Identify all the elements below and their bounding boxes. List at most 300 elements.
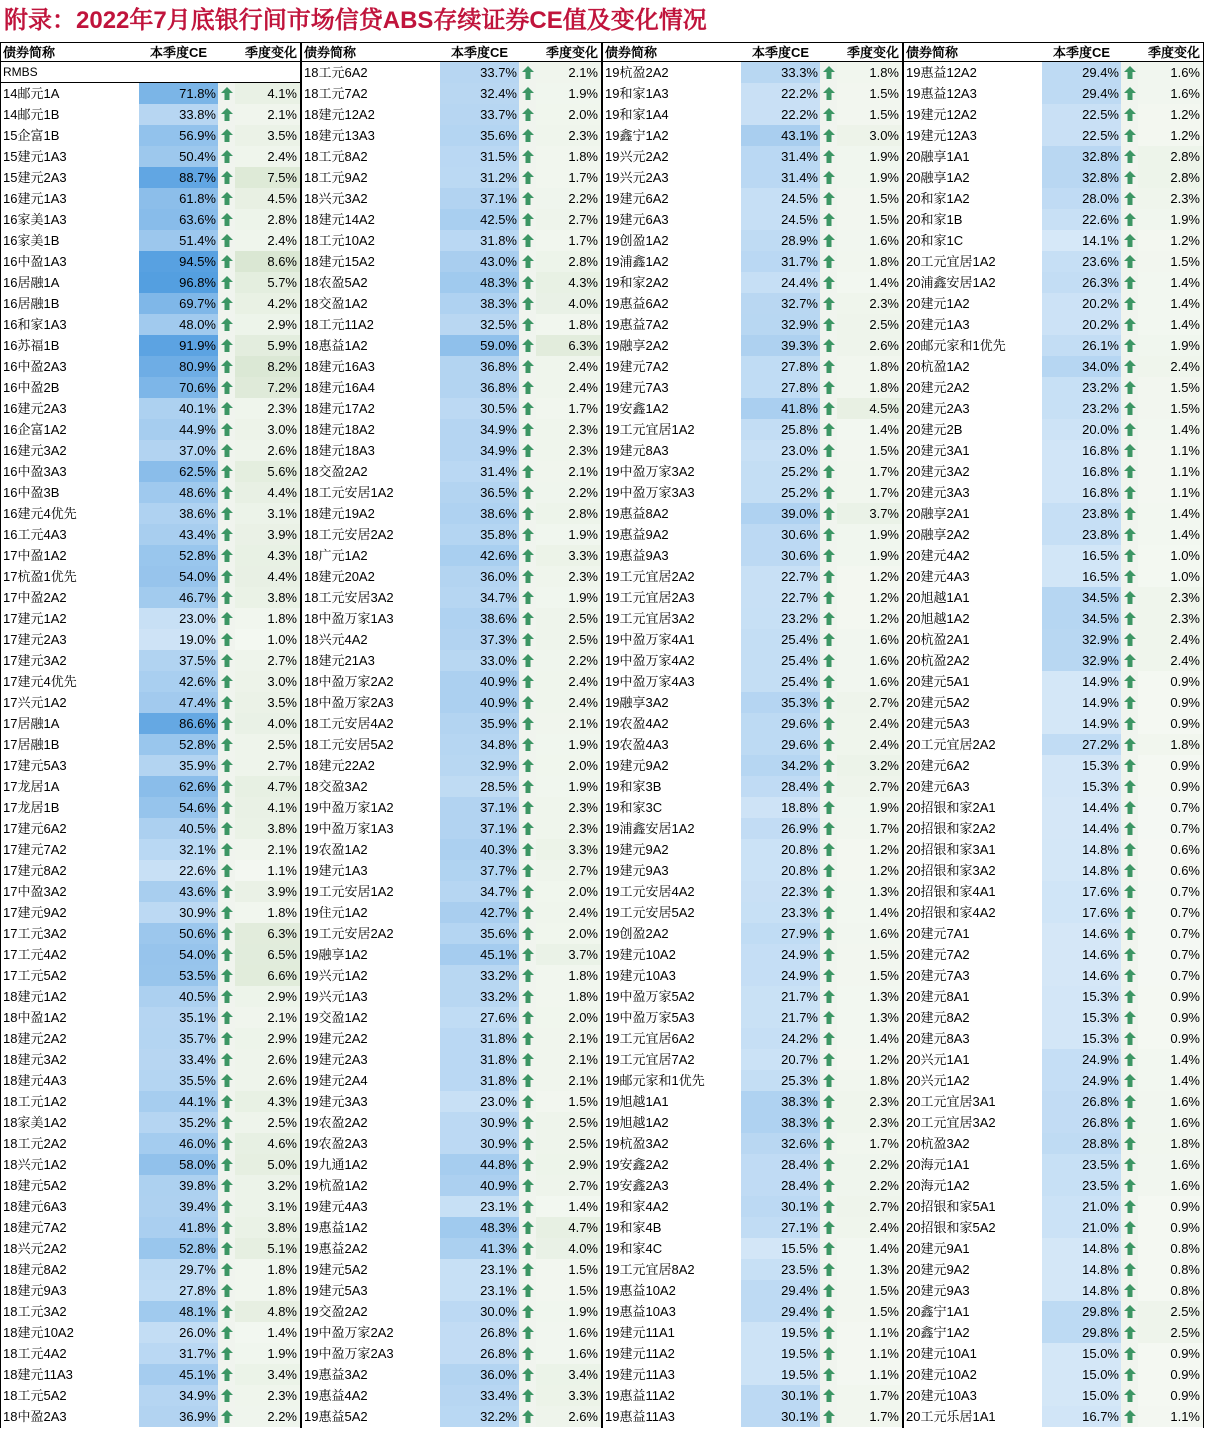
change-value: 2.4% <box>235 146 300 167</box>
up-arrow-icon <box>1124 192 1136 205</box>
ce-value: 24.2% <box>741 1028 820 1049</box>
bond-name: 19兴元2A2 <box>605 149 669 164</box>
ce-value: 25.4% <box>741 629 820 650</box>
change-value: 2.1% <box>536 1049 601 1070</box>
change-value: 1.6% <box>1138 83 1203 104</box>
bond-name: 19惠益7A2 <box>605 317 669 332</box>
arrow-cell <box>820 566 837 587</box>
arrow-cell <box>519 629 536 650</box>
ce-value: 26.0% <box>139 1322 218 1343</box>
ce-value: 35.6% <box>440 923 519 944</box>
table-row <box>302 692 601 713</box>
bond-name: 20招银和家2A2 <box>906 821 996 836</box>
change-value: 1.1% <box>837 1364 902 1385</box>
arrow-cell <box>218 1301 235 1322</box>
ce-value: 14.4% <box>1042 797 1121 818</box>
table-row <box>1 986 300 1007</box>
ce-value: 29.4% <box>1042 62 1121 83</box>
change-value: 4.7% <box>536 1217 601 1238</box>
table-row <box>1 713 300 734</box>
change-value: 0.9% <box>1138 1385 1203 1406</box>
up-arrow-icon <box>522 1137 534 1150</box>
bond-name: 18工元安居4A2 <box>304 716 394 731</box>
table-row <box>302 650 601 671</box>
table-row <box>302 923 601 944</box>
bond-name: 19鑫宁1A2 <box>605 128 669 143</box>
table-row <box>904 1343 1203 1364</box>
ce-value: 38.6% <box>440 608 519 629</box>
ce-value: 20.2% <box>1042 293 1121 314</box>
up-arrow-icon <box>1124 66 1136 79</box>
arrow-cell <box>820 986 837 1007</box>
up-arrow-icon <box>522 885 534 898</box>
arrow-cell <box>218 167 235 188</box>
arrow-cell <box>218 440 235 461</box>
ce-value: 30.5% <box>440 398 519 419</box>
table-row <box>1 167 300 188</box>
change-value: 2.5% <box>1138 1322 1203 1343</box>
ce-value: 46.0% <box>139 1133 218 1154</box>
table-row <box>904 1385 1203 1406</box>
change-value: 1.6% <box>837 230 902 251</box>
bond-name: 19中盈万家1A3 <box>304 821 394 836</box>
table-row <box>603 797 902 818</box>
table-row <box>904 713 1203 734</box>
change-value: 0.7% <box>1138 902 1203 923</box>
up-arrow-icon <box>1124 927 1136 940</box>
up-arrow-icon <box>221 402 233 415</box>
arrow-cell <box>820 860 837 881</box>
table-row <box>302 62 601 83</box>
change-value: 0.8% <box>1138 1259 1203 1280</box>
bond-name: 16居融1B <box>3 296 60 311</box>
up-arrow-icon <box>823 402 835 415</box>
bond-name: 19中盈万家4A1 <box>605 632 695 647</box>
arrow-cell <box>1121 1070 1138 1091</box>
up-arrow-icon <box>823 885 835 898</box>
arrow-cell <box>519 1259 536 1280</box>
arrow-cell <box>218 650 235 671</box>
up-arrow-icon <box>823 66 835 79</box>
arrow-cell <box>218 377 235 398</box>
table-row <box>1 1175 300 1196</box>
change-value: 3.1% <box>235 503 300 524</box>
ce-value: 26.1% <box>1042 335 1121 356</box>
change-value: 0.7% <box>1138 797 1203 818</box>
bond-name: 20招银和家2A1 <box>906 800 996 815</box>
change-value: 3.8% <box>235 587 300 608</box>
arrow-cell <box>820 377 837 398</box>
table-panel-4 <box>903 42 1204 1428</box>
up-arrow-icon <box>522 1053 534 1066</box>
arrow-cell <box>218 797 235 818</box>
change-value: 3.0% <box>235 671 300 692</box>
up-arrow-icon <box>1124 990 1136 1003</box>
table-row <box>302 482 601 503</box>
arrow-cell <box>519 440 536 461</box>
up-arrow-icon <box>221 423 233 436</box>
table-row <box>603 713 902 734</box>
bond-name: 19工元宜居6A2 <box>605 1031 695 1046</box>
ce-value: 44.1% <box>139 1091 218 1112</box>
arrow-cell <box>820 944 837 965</box>
up-arrow-icon <box>522 1389 534 1402</box>
arrow-cell <box>820 335 837 356</box>
bond-name: 20和家1A2 <box>906 191 970 206</box>
bond-name: 19九通1A2 <box>304 1157 368 1172</box>
table-row <box>1 188 300 209</box>
ce-value: 69.7% <box>139 293 218 314</box>
bond-name: 18中盈万家2A2 <box>304 674 394 689</box>
bond-name: 18工元4A2 <box>3 1346 67 1361</box>
bond-name: 20兴元1A2 <box>906 1073 970 1088</box>
change-value: 6.3% <box>536 335 601 356</box>
ce-value: 33.2% <box>440 965 519 986</box>
ce-value: 23.5% <box>741 1259 820 1280</box>
up-arrow-icon <box>823 1284 835 1297</box>
up-arrow-icon <box>221 906 233 919</box>
change-value: 0.9% <box>1138 1196 1203 1217</box>
change-value: 2.5% <box>837 314 902 335</box>
table-row <box>904 629 1203 650</box>
up-arrow-icon <box>522 318 534 331</box>
table-row <box>603 902 902 923</box>
arrow-cell <box>218 965 235 986</box>
up-arrow-icon <box>522 465 534 478</box>
table-header <box>904 42 1203 62</box>
up-arrow-icon <box>221 129 233 142</box>
bond-name: 19杭盈2A2 <box>605 65 669 80</box>
up-arrow-icon <box>221 339 233 352</box>
up-arrow-icon <box>1124 822 1136 835</box>
ce-value: 26.9% <box>741 818 820 839</box>
up-arrow-icon <box>823 234 835 247</box>
change-value: 0.7% <box>1138 965 1203 986</box>
table-row <box>302 188 601 209</box>
arrow-cell <box>820 146 837 167</box>
change-value: 2.0% <box>536 755 601 776</box>
ce-value: 91.9% <box>139 335 218 356</box>
up-arrow-icon <box>823 675 835 688</box>
change-value: 1.6% <box>536 1343 601 1364</box>
ce-value: 18.8% <box>741 797 820 818</box>
change-value: 1.9% <box>837 146 902 167</box>
bond-name: 19惠益5A2 <box>304 1409 368 1424</box>
ce-value: 39.4% <box>139 1196 218 1217</box>
arrow-cell <box>1121 1175 1138 1196</box>
arrow-cell <box>218 986 235 1007</box>
ce-value: 32.6% <box>741 1133 820 1154</box>
arrow-cell <box>1121 860 1138 881</box>
up-arrow-icon <box>221 1200 233 1213</box>
up-arrow-icon <box>221 927 233 940</box>
up-arrow-icon <box>221 318 233 331</box>
ce-value: 51.4% <box>139 230 218 251</box>
ce-value: 21.7% <box>741 986 820 1007</box>
change-value: 8.2% <box>235 356 300 377</box>
ce-value: 23.1% <box>440 1259 519 1280</box>
change-value: 4.5% <box>235 188 300 209</box>
bond-name: 20工元宜居1A2 <box>906 254 996 269</box>
change-value: 0.9% <box>1138 1028 1203 1049</box>
bond-name: 19建元5A2 <box>304 1262 368 1277</box>
up-arrow-icon <box>221 759 233 772</box>
change-value: 2.4% <box>536 671 601 692</box>
table-panel-2 <box>301 42 602 1428</box>
arrow-cell <box>820 839 837 860</box>
ce-value: 31.4% <box>440 461 519 482</box>
arrow-cell <box>820 1028 837 1049</box>
change-value: 1.7% <box>536 230 601 251</box>
ce-value: 48.0% <box>139 314 218 335</box>
change-value: 4.8% <box>235 1301 300 1322</box>
bond-name: 19创盈2A2 <box>605 926 669 941</box>
arrow-cell <box>519 650 536 671</box>
up-arrow-icon <box>823 906 835 919</box>
ce-value: 16.5% <box>1042 545 1121 566</box>
arrow-cell <box>1121 335 1138 356</box>
change-value: 2.9% <box>235 986 300 1007</box>
header-quarter-change: 季度变化 <box>545 45 598 60</box>
arrow-cell <box>820 440 837 461</box>
up-arrow-icon <box>522 444 534 457</box>
up-arrow-icon <box>522 633 534 646</box>
table-row <box>302 104 601 125</box>
bond-name: 17建元2A3 <box>3 632 67 647</box>
up-arrow-icon <box>1124 87 1136 100</box>
arrow-cell <box>218 419 235 440</box>
ce-value: 14.4% <box>1042 818 1121 839</box>
change-value: 2.3% <box>536 440 601 461</box>
bond-name: 19惠益11A3 <box>605 1409 675 1424</box>
bond-name: 18工元6A2 <box>304 65 368 80</box>
table-row <box>1 545 300 566</box>
table-row <box>904 125 1203 146</box>
table-row <box>904 1406 1203 1427</box>
table-row <box>302 83 601 104</box>
table-row <box>1 1385 300 1406</box>
up-arrow-icon <box>221 507 233 520</box>
bond-name: 19建元7A2 <box>605 359 669 374</box>
table-row <box>603 1175 902 1196</box>
arrow-cell <box>820 1175 837 1196</box>
up-arrow-icon <box>221 843 233 856</box>
ce-value: 28.5% <box>440 776 519 797</box>
arrow-cell <box>519 335 536 356</box>
up-arrow-icon <box>221 192 233 205</box>
up-arrow-icon <box>823 1137 835 1150</box>
change-value: 1.4% <box>1138 314 1203 335</box>
ce-value: 36.0% <box>440 1364 519 1385</box>
ce-value: 31.5% <box>440 146 519 167</box>
change-value: 3.9% <box>235 524 300 545</box>
bond-name: 19惠益3A2 <box>304 1367 368 1382</box>
change-value: 1.5% <box>837 209 902 230</box>
up-arrow-icon <box>522 780 534 793</box>
change-value: 2.1% <box>536 713 601 734</box>
table-row <box>603 293 902 314</box>
ce-value: 70.6% <box>139 377 218 398</box>
arrow-cell <box>820 1364 837 1385</box>
change-value: 1.9% <box>536 1301 601 1322</box>
bond-name: 19惠益12A2 <box>906 65 977 80</box>
bond-name: 20和家1B <box>906 212 963 227</box>
up-arrow-icon <box>1124 1410 1136 1423</box>
change-value: 1.5% <box>1138 398 1203 419</box>
table-row <box>904 398 1203 419</box>
ce-value: 16.8% <box>1042 440 1121 461</box>
arrow-cell <box>519 1091 536 1112</box>
table-row <box>302 230 601 251</box>
ce-value: 36.9% <box>139 1406 218 1427</box>
change-value: 1.2% <box>837 608 902 629</box>
bond-name: 19和家4C <box>605 1241 663 1256</box>
arrow-cell <box>218 482 235 503</box>
change-value: 1.6% <box>1138 1154 1203 1175</box>
up-arrow-icon <box>1124 339 1136 352</box>
up-arrow-icon <box>221 948 233 961</box>
change-value: 2.5% <box>1138 1301 1203 1322</box>
ce-value: 63.6% <box>139 209 218 230</box>
bond-name: 17工元4A2 <box>3 947 67 962</box>
bond-name: 18工元安居1A2 <box>304 485 394 500</box>
up-arrow-icon <box>1124 1263 1136 1276</box>
up-arrow-icon <box>221 234 233 247</box>
change-value: 1.6% <box>1138 1112 1203 1133</box>
arrow-cell <box>218 608 235 629</box>
ce-value: 61.8% <box>139 188 218 209</box>
ce-value: 44.9% <box>139 419 218 440</box>
bond-name: 16中盈2B <box>3 380 60 395</box>
up-arrow-icon <box>221 1074 233 1087</box>
up-arrow-icon <box>1124 1389 1136 1402</box>
bond-name: 19和家2A2 <box>605 275 669 290</box>
ce-value: 25.2% <box>741 482 820 503</box>
bond-name: 16中盈3B <box>3 485 60 500</box>
ce-value: 35.6% <box>440 125 519 146</box>
change-value: 8.6% <box>235 251 300 272</box>
table-row <box>1 440 300 461</box>
table-panel-1 <box>0 42 301 1428</box>
arrow-cell <box>519 734 536 755</box>
change-value: 1.3% <box>837 986 902 1007</box>
table-row <box>603 1406 902 1427</box>
arrow-cell <box>1121 482 1138 503</box>
arrow-cell <box>1121 83 1138 104</box>
table-row <box>603 1217 902 1238</box>
table-row <box>904 440 1203 461</box>
bond-name: 17兴元1A2 <box>3 695 67 710</box>
arrow-cell <box>820 965 837 986</box>
up-arrow-icon <box>1124 1242 1136 1255</box>
table-row <box>1 209 300 230</box>
ce-value: 23.6% <box>1042 251 1121 272</box>
bond-name: 17建元4优先 <box>3 674 77 689</box>
up-arrow-icon <box>1124 1221 1136 1234</box>
change-value: 1.8% <box>536 314 601 335</box>
change-value: 1.8% <box>1138 1133 1203 1154</box>
up-arrow-icon <box>221 780 233 793</box>
arrow-cell <box>1121 1028 1138 1049</box>
bond-name: 20建元7A3 <box>906 968 970 983</box>
arrow-cell <box>519 1343 536 1364</box>
table-row <box>904 419 1203 440</box>
arrow-cell <box>820 188 837 209</box>
ce-value: 31.8% <box>440 230 519 251</box>
bond-name: 20建元5A3 <box>906 716 970 731</box>
arrow-cell <box>1121 881 1138 902</box>
arrow-cell <box>519 797 536 818</box>
ce-value: 40.5% <box>139 818 218 839</box>
ce-value: 45.1% <box>440 944 519 965</box>
change-value: 2.4% <box>837 734 902 755</box>
ce-value: 22.7% <box>741 587 820 608</box>
up-arrow-icon <box>221 1326 233 1339</box>
ce-value: 32.2% <box>440 1406 519 1427</box>
ce-value: 23.1% <box>440 1196 519 1217</box>
change-value: 0.6% <box>1138 839 1203 860</box>
table-header <box>302 42 601 62</box>
ce-value: 26.8% <box>440 1343 519 1364</box>
arrow-cell <box>519 1028 536 1049</box>
arrow-cell <box>1121 230 1138 251</box>
up-arrow-icon <box>1124 549 1136 562</box>
table-header <box>603 42 902 62</box>
table-row <box>302 1133 601 1154</box>
ce-value: 32.8% <box>1042 146 1121 167</box>
arrow-cell <box>820 398 837 419</box>
ce-value: 22.6% <box>1042 209 1121 230</box>
table-row <box>603 503 902 524</box>
change-value: 4.1% <box>235 797 300 818</box>
up-arrow-icon <box>221 1305 233 1318</box>
arrow-cell <box>218 461 235 482</box>
ce-value: 42.6% <box>139 671 218 692</box>
bond-name: 18工元安居3A2 <box>304 590 394 605</box>
bond-name: 20鑫宁1A1 <box>906 1304 970 1319</box>
bond-name: 19中盈万家2A3 <box>304 1346 394 1361</box>
change-value: 1.4% <box>1138 524 1203 545</box>
up-arrow-icon <box>522 276 534 289</box>
table-row <box>1 1217 300 1238</box>
up-arrow-icon <box>823 1200 835 1213</box>
ce-value: 39.3% <box>741 335 820 356</box>
up-arrow-icon <box>1124 1200 1136 1213</box>
arrow-cell <box>218 1217 235 1238</box>
arrow-cell <box>519 1070 536 1091</box>
arrow-cell <box>1121 923 1138 944</box>
change-value: 3.3% <box>536 545 601 566</box>
ce-value: 40.3% <box>440 839 519 860</box>
arrow-cell <box>1121 965 1138 986</box>
change-value: 1.6% <box>837 923 902 944</box>
bond-name: 17建元5A3 <box>3 758 67 773</box>
ce-value: 14.8% <box>1042 860 1121 881</box>
up-arrow-icon <box>823 192 835 205</box>
bond-name: 20杭盈2A1 <box>906 632 970 647</box>
ce-value: 62.6% <box>139 776 218 797</box>
bond-name: 19浦鑫1A2 <box>605 254 669 269</box>
change-value: 0.9% <box>1138 755 1203 776</box>
bond-name: 18建元18A3 <box>304 443 375 458</box>
table-row <box>1 650 300 671</box>
change-value: 1.5% <box>837 104 902 125</box>
arrow-cell <box>820 1259 837 1280</box>
ce-value: 23.5% <box>1042 1154 1121 1175</box>
change-value: 1.4% <box>837 1238 902 1259</box>
up-arrow-icon <box>1124 297 1136 310</box>
arrow-cell <box>519 482 536 503</box>
